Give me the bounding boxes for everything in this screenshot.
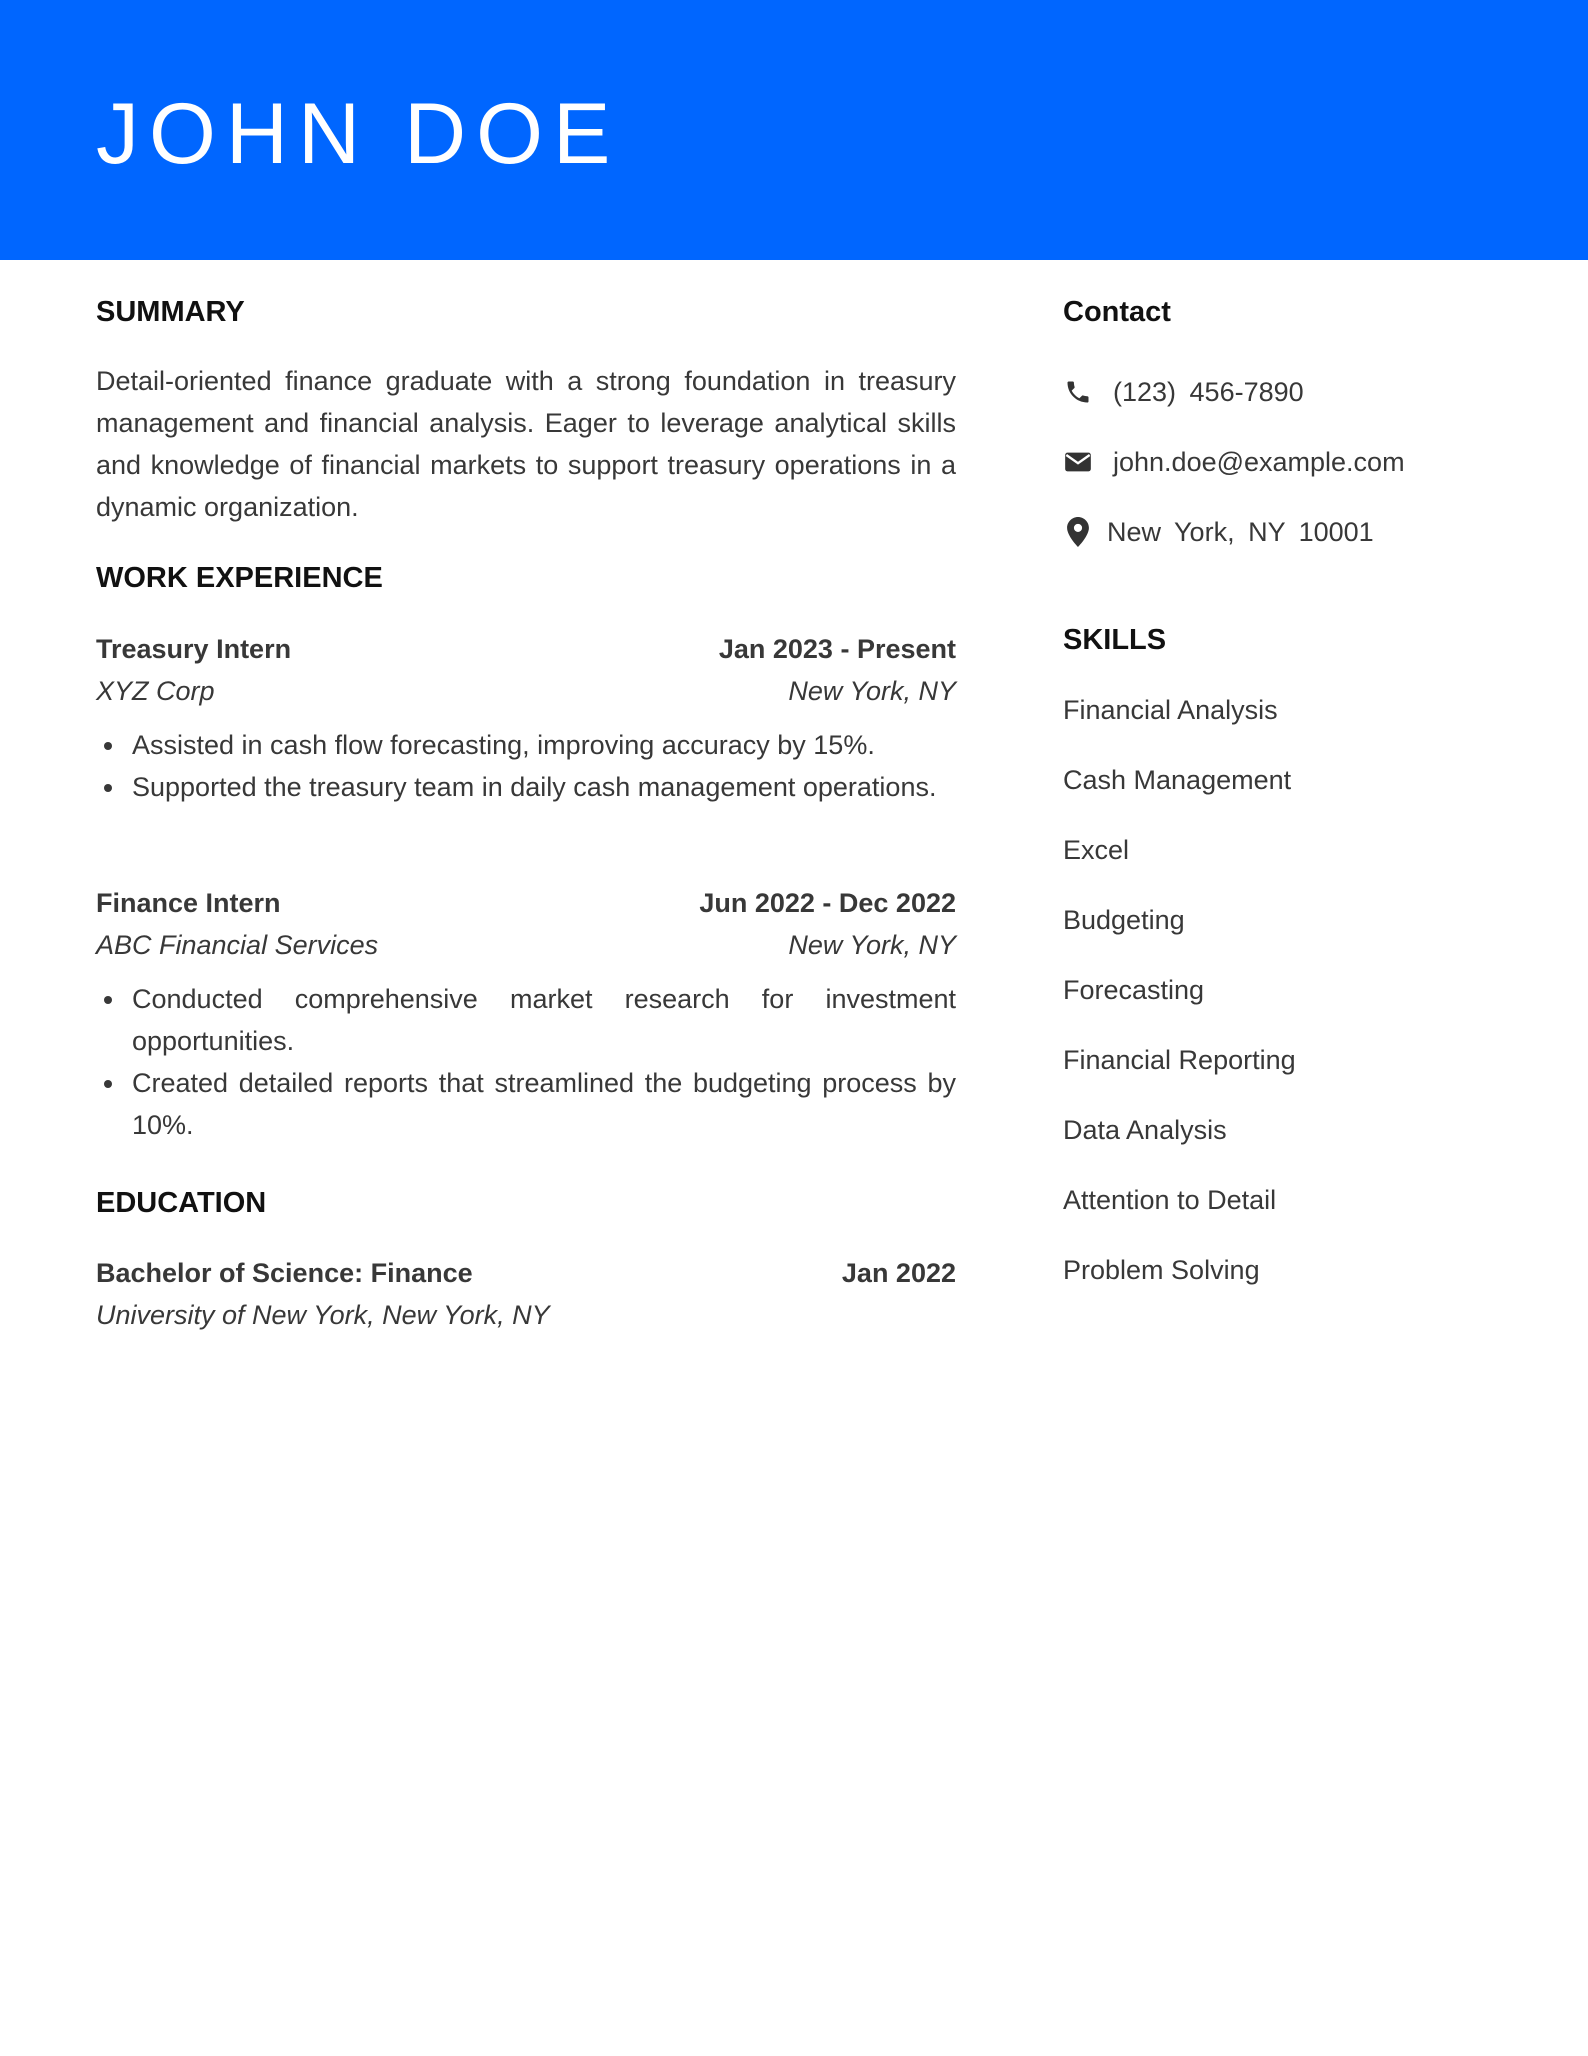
job-location: New York, NY	[788, 676, 956, 706]
job-bullets	[96, 724, 956, 808]
job-entry	[96, 882, 956, 1146]
contact-location	[1063, 512, 1374, 552]
contact-email	[1063, 442, 1405, 482]
skill-item: Forecasting	[1063, 975, 1205, 1005]
job-location: New York, NY	[788, 930, 956, 960]
work-experience-heading: WORK EXPERIENCE	[96, 562, 383, 594]
education-entry	[96, 1252, 956, 1336]
education-heading: EDUCATION	[96, 1187, 267, 1219]
summary-heading: SUMMARY	[96, 296, 245, 328]
job-bullets	[96, 978, 956, 1146]
job-title: Finance Intern	[96, 888, 281, 918]
phone-number: (123) 456-7890	[1113, 376, 1304, 407]
skill-item: Financial Analysis	[1063, 695, 1278, 725]
job-title: Treasury Intern	[96, 634, 292, 664]
contact-phone	[1063, 372, 1304, 412]
school: University of New York, New York, NY	[96, 1300, 550, 1330]
location-text: New York, NY 10001	[1107, 516, 1374, 547]
skill-item: Problem Solving	[1063, 1255, 1260, 1285]
job-date: Jun 2022 - Dec 2022	[699, 888, 956, 918]
summary-text: Detail-oriented finance graduate with a strong foundation in treasury management and financial analysis. Eager to leverage analytical skills and knowledge of financial markets to support treasury operations in a dynamic organization.	[96, 366, 956, 522]
candidate-name: JOHN DOE	[96, 86, 621, 182]
skill-item: Data Analysis	[1063, 1115, 1227, 1145]
skill-item: Financial Reporting	[1063, 1045, 1296, 1075]
header-banner	[0, 0, 1588, 260]
skill-item: Excel	[1063, 835, 1130, 865]
map-pin-icon	[1063, 517, 1093, 547]
envelope-icon	[1063, 447, 1093, 477]
job-entry	[96, 628, 956, 808]
job-date: Jan 2023 - Present	[718, 634, 956, 664]
contact-heading: Contact	[1063, 296, 1171, 328]
job-bullet: Assisted in cash flow forecasting, improving accuracy by 15%.	[96, 724, 956, 766]
job-company: XYZ Corp	[96, 676, 215, 706]
email-address: john.doe@example.com	[1113, 446, 1405, 477]
degree: Bachelor of Science: Finance	[96, 1258, 473, 1288]
job-bullet: Created detailed reports that streamlined the budgeting process by 10%.	[96, 1062, 956, 1146]
skill-item: Cash Management	[1063, 765, 1292, 795]
skills-list	[1063, 690, 1296, 1320]
skill-item: Attention to Detail	[1063, 1185, 1277, 1215]
job-company: ABC Financial Services	[96, 930, 379, 960]
education-date: Jan 2022	[841, 1258, 956, 1288]
skills-heading: SKILLS	[1063, 624, 1167, 656]
skill-item: Budgeting	[1063, 905, 1185, 935]
job-bullet: Supported the treasury team in daily cash management operations.	[96, 766, 956, 808]
job-bullet: Conducted comprehensive market research for investment opportunities.	[96, 978, 956, 1062]
phone-icon	[1063, 377, 1093, 407]
